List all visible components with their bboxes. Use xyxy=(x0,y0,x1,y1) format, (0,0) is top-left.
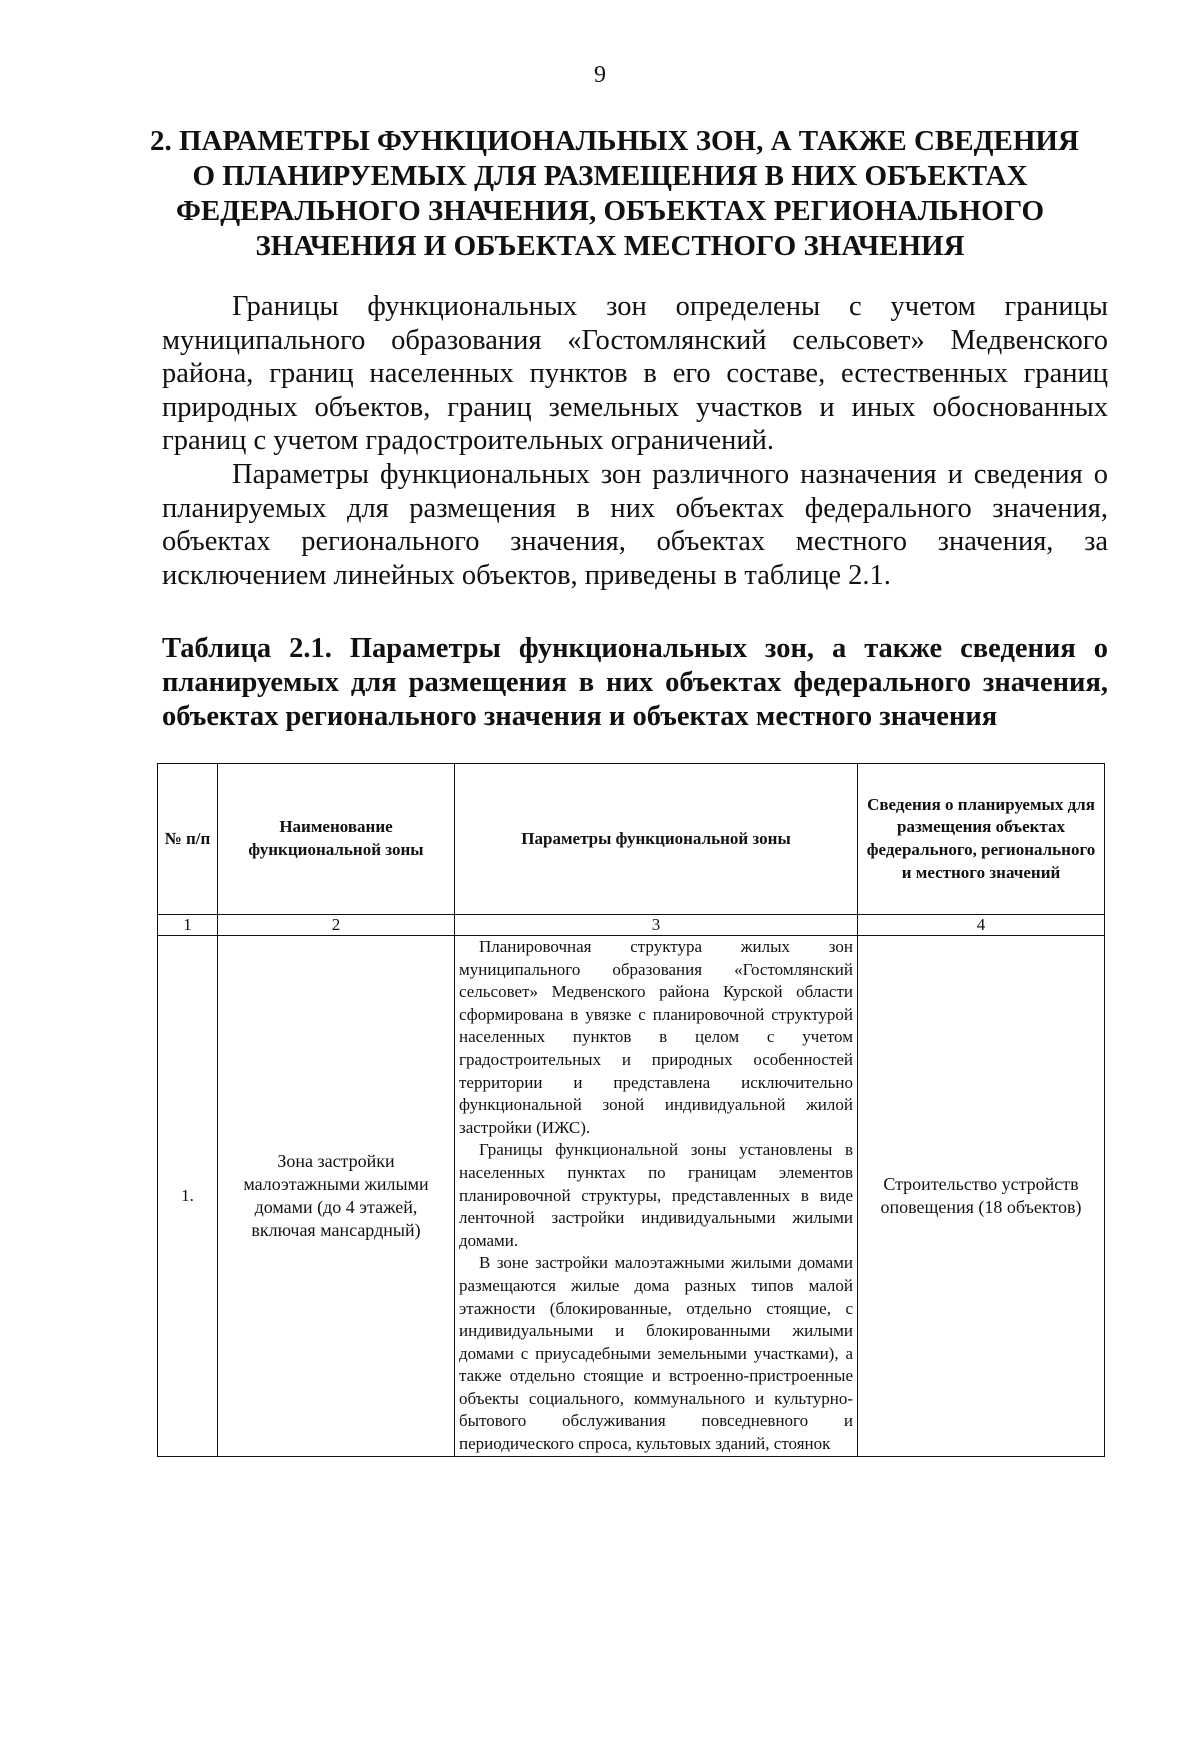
header-params: Параметры функциональной зоны xyxy=(455,764,858,915)
column-number: 4 xyxy=(858,915,1105,936)
paragraph-parameters: Параметры функциональных зон различного назначения и сведения о планируемых для размещения в них объектах федерального значения, объектах регионального значения, объектах местного значения, за исключением линейных объектов, приведены в таблице 2.1. xyxy=(162,458,1108,591)
section-title-line: О ПЛАНИРУЕМЫХ ДЛЯ РАЗМЕЩЕНИЯ В НИХ ОБЪЕКТАХ xyxy=(192,160,1028,192)
section-title xyxy=(150,124,1079,264)
row-planned-objects: Строительство устройств оповещения (18 объектов) xyxy=(858,936,1105,1457)
params-paragraph: В зоне застройки малоэтажными жилыми домами размещаются жилые дома разных типов малой этажности (блокированные, отдельно стоящие, с индивидуальными и блокированными жилыми домами с приусадебными земельными участками), а также отдельно стоящие и встроенно-пристроенные объекты социального, коммунального и культурно-бытового обслуживания повседневного и периодического спроса, культовых зданий, стоянок xyxy=(459,1253,853,1454)
column-numbers-row xyxy=(158,915,1105,936)
header-name: Наименование функциональной зоны xyxy=(218,764,455,915)
params-paragraph: Планировочная структура жилых зон муниципального образования «Гостомлянский сельсовет» Медвенского района Курской области сформирована в увязке с планировочной структурой населенных пунктов в целом с учетом градостроительных и природных особенностей территории и представлена исключительно функциональной зоной индивидуальной жилой застройки (ИЖС). xyxy=(459,937,853,1137)
row-zone-name: Зона застройки малоэтажными жилыми домами (до 4 этажей, включая мансардный) xyxy=(218,936,455,1457)
table-caption: Таблица 2.1. Параметры функциональных зон, а также сведения о планируемых для размещения в них объектах федерального значения, объектах регионального значения и объектах местного значения xyxy=(162,633,1108,732)
column-number: 2 xyxy=(218,915,455,936)
table-row xyxy=(158,936,1105,1457)
body-text xyxy=(162,290,1108,592)
page-number: 9 xyxy=(594,62,606,88)
header-info: Сведения о планируемых для размещения объектах федерального, регионального и местного значений xyxy=(858,764,1105,915)
section-title-line: 2. ПАРАМЕТРЫ ФУНКЦИОНАЛЬНЫХ ЗОН, А ТАКЖЕ СВЕДЕНИЯ xyxy=(150,125,1079,157)
zones-table xyxy=(157,763,1105,1457)
table-header-row xyxy=(158,764,1105,915)
params-paragraph: Границы функциональной зоны установлены в населенных пунктах по границам элементов планировочной структуры, представленных в виде ленточной застройки индивидуальными жилыми домами. xyxy=(459,1140,853,1250)
column-number: 1 xyxy=(158,915,218,936)
section-title-line: ЗНАЧЕНИЯ И ОБЪЕКТАХ МЕСТНОГО ЗНАЧЕНИЯ xyxy=(255,230,965,262)
section-title-line: ФЕДЕРАЛЬНОГО ЗНАЧЕНИЯ, ОБЪЕКТАХ РЕГИОНАЛЬНОГО xyxy=(175,195,1045,227)
paragraph-boundaries: Границы функциональных зон определены с учетом границы муниципального образования «Гостомлянский сельсовет» Медвенского района, границ населенных пунктов в его составе, естественных границ природных объектов, границ земельных участков и иных обоснованных границ с учетом градостроительных ограничений. xyxy=(162,291,1108,457)
column-number: 3 xyxy=(455,915,858,936)
row-zone-params xyxy=(455,936,858,1457)
row-num: 1. xyxy=(158,936,218,1457)
header-num: № п/п xyxy=(158,764,218,915)
